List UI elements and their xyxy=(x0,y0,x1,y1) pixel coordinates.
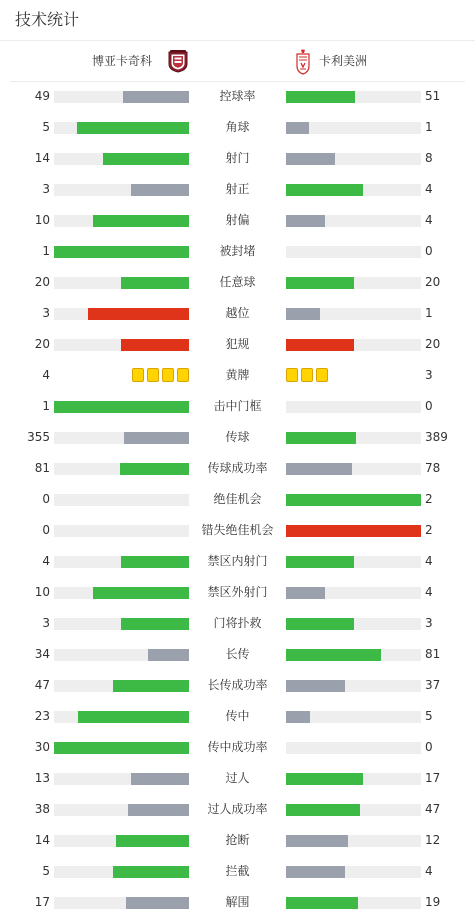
yellow-card-icon xyxy=(162,368,174,382)
home-bar-fill xyxy=(93,215,189,227)
away-value: 20 xyxy=(425,275,441,289)
stat-label: 角球 xyxy=(225,120,250,134)
away-bar-track xyxy=(286,649,421,661)
stat-label: 错失绝佳机会 xyxy=(201,523,274,537)
stat-row xyxy=(0,546,475,577)
home-bar-fill xyxy=(78,711,189,723)
home-bar-fill xyxy=(126,897,189,909)
away-value: 4 xyxy=(425,864,433,878)
stat-row xyxy=(0,639,475,670)
away-value: 17 xyxy=(425,771,441,785)
away-bar-track xyxy=(286,711,421,723)
away-bar-fill xyxy=(286,680,345,692)
home-bar-fill xyxy=(88,308,189,320)
home-bar-track xyxy=(54,432,189,444)
home-bar-track xyxy=(54,184,189,196)
away-bar-track xyxy=(286,339,421,351)
away-value: 4 xyxy=(425,585,433,599)
away-bar-track xyxy=(286,215,421,227)
stat-row xyxy=(0,267,475,298)
away-value: 4 xyxy=(425,213,433,227)
away-bar-fill xyxy=(286,494,421,506)
stat-row xyxy=(0,484,475,515)
away-bar-fill xyxy=(286,91,355,103)
home-bar-fill xyxy=(128,804,189,816)
away-value: 0 xyxy=(425,399,433,413)
away-value: 2 xyxy=(425,492,433,506)
home-value: 34 xyxy=(34,647,50,661)
away-bar-fill xyxy=(286,122,309,134)
home-bar-track xyxy=(54,556,189,568)
stat-row xyxy=(0,174,475,205)
stat-label: 长传 xyxy=(225,647,250,661)
home-bar-track xyxy=(54,773,189,785)
page-title: 技术统计 xyxy=(15,10,80,29)
stat-label: 抢断 xyxy=(225,833,250,847)
home-bar-track xyxy=(54,246,189,258)
away-value: 19 xyxy=(425,895,441,909)
away-bar-fill xyxy=(286,525,421,537)
home-bar-track xyxy=(54,742,189,754)
away-bar-track xyxy=(286,618,421,630)
away-value: 1 xyxy=(425,306,433,320)
away-bar-fill xyxy=(286,618,354,630)
stat-row xyxy=(0,794,475,825)
away-value: 8 xyxy=(425,151,433,165)
home-bar-track xyxy=(54,122,189,134)
home-bar-fill xyxy=(54,246,189,258)
away-value: 1 xyxy=(425,120,433,134)
yellow-card-icon xyxy=(147,368,159,382)
home-bar-track xyxy=(54,153,189,165)
home-value: 1 xyxy=(42,399,50,413)
stat-row xyxy=(0,143,475,174)
stat-row xyxy=(0,81,475,112)
home-bar-track xyxy=(54,525,189,537)
stat-row xyxy=(0,422,475,453)
home-bar-track xyxy=(54,866,189,878)
away-bar-fill xyxy=(286,153,335,165)
away-bar-track xyxy=(286,556,421,568)
home-bar-fill xyxy=(116,835,189,847)
away-bar-fill xyxy=(286,215,325,227)
away-bar-track xyxy=(286,773,421,785)
stat-label: 过人成功率 xyxy=(207,802,268,816)
home-bar-fill xyxy=(148,649,189,661)
away-bar-fill xyxy=(286,587,325,599)
home-bar-track xyxy=(54,494,189,506)
away-value: 0 xyxy=(425,740,433,754)
home-value: 3 xyxy=(42,616,50,630)
home-bar-track xyxy=(54,649,189,661)
away-bar-track xyxy=(286,432,421,444)
stat-row xyxy=(0,453,475,484)
home-value: 14 xyxy=(34,151,50,165)
home-value: 4 xyxy=(42,368,50,382)
home-team-name[interactable]: 博亚卡奇科 xyxy=(91,54,152,68)
away-bar-fill xyxy=(286,897,358,909)
home-bar-fill xyxy=(103,153,189,165)
stat-label: 传中 xyxy=(225,709,250,723)
away-yellow-cards xyxy=(286,368,328,382)
away-bar-track xyxy=(286,742,421,754)
stat-row xyxy=(0,670,475,701)
away-bar-fill xyxy=(286,277,354,289)
away-value: 3 xyxy=(425,616,433,630)
home-bar-fill xyxy=(77,122,189,134)
away-bar-track xyxy=(286,525,421,537)
stat-label: 长传成功率 xyxy=(207,678,268,692)
away-bar-track xyxy=(286,835,421,847)
home-yellow-cards xyxy=(132,368,189,382)
stat-label: 传中成功率 xyxy=(207,740,268,754)
home-value: 20 xyxy=(34,337,50,351)
stat-row xyxy=(0,856,475,887)
away-bar-track xyxy=(286,401,421,413)
stat-row xyxy=(0,763,475,794)
away-value: 4 xyxy=(425,554,433,568)
home-value: 20 xyxy=(34,275,50,289)
yellow-card-icon xyxy=(177,368,189,382)
home-bar-fill xyxy=(121,339,189,351)
stat-row xyxy=(0,732,475,763)
stat-label: 拦截 xyxy=(225,864,250,878)
home-bar-fill xyxy=(131,773,189,785)
home-value: 17 xyxy=(34,895,50,909)
home-bar-track xyxy=(54,897,189,909)
away-bar-track xyxy=(286,246,421,258)
away-value: 12 xyxy=(425,833,441,847)
home-value: 10 xyxy=(34,213,50,227)
home-bar-track xyxy=(54,401,189,413)
away-bar-fill xyxy=(286,463,352,475)
stat-label: 控球率 xyxy=(219,89,256,103)
away-value: 389 xyxy=(425,430,448,444)
home-value: 5 xyxy=(42,864,50,878)
away-value: 47 xyxy=(425,802,441,816)
home-value: 47 xyxy=(34,678,50,692)
yellow-card-icon xyxy=(301,368,313,382)
home-bar-fill xyxy=(124,432,189,444)
stat-label: 禁区外射门 xyxy=(207,585,268,599)
away-bar-track xyxy=(286,866,421,878)
away-value: 20 xyxy=(425,337,441,351)
home-value: 0 xyxy=(42,492,50,506)
away-value: 51 xyxy=(425,89,441,103)
stat-label: 击中门框 xyxy=(213,399,262,413)
away-value: 3 xyxy=(425,368,433,382)
away-bar-track xyxy=(286,184,421,196)
home-bar-track xyxy=(54,463,189,475)
stat-row xyxy=(0,887,475,918)
away-bar-fill xyxy=(286,649,381,661)
home-value: 5 xyxy=(42,120,50,134)
home-bar-fill xyxy=(113,680,189,692)
home-value: 4 xyxy=(42,554,50,568)
stat-row xyxy=(0,701,475,732)
stat-row xyxy=(0,205,475,236)
away-bar-fill xyxy=(286,866,345,878)
home-value: 0 xyxy=(42,523,50,537)
away-bar-track xyxy=(286,308,421,320)
stat-label: 犯规 xyxy=(225,337,250,351)
away-bar-track xyxy=(286,91,421,103)
home-bar-fill xyxy=(113,866,189,878)
home-bar-fill xyxy=(123,91,189,103)
home-value: 23 xyxy=(34,709,50,723)
home-bar-track xyxy=(54,215,189,227)
away-bar-track xyxy=(286,494,421,506)
away-bar-track xyxy=(286,804,421,816)
away-bar-fill xyxy=(286,308,320,320)
home-bar-fill xyxy=(121,556,189,568)
away-bar-track xyxy=(286,587,421,599)
boyaca-chico-crest-icon xyxy=(167,49,189,73)
yellow-card-icon xyxy=(132,368,144,382)
away-bar-fill xyxy=(286,804,360,816)
away-team-name[interactable]: 卡利美洲 xyxy=(319,54,368,68)
home-bar-fill xyxy=(121,618,189,630)
america-de-cali-crest-icon xyxy=(295,49,311,75)
stat-row xyxy=(0,298,475,329)
home-value: 3 xyxy=(42,182,50,196)
home-bar-track xyxy=(54,618,189,630)
away-bar-track xyxy=(286,463,421,475)
stat-label: 射门 xyxy=(225,151,250,165)
home-value: 10 xyxy=(34,585,50,599)
stat-label: 射正 xyxy=(225,182,250,196)
stat-row xyxy=(0,329,475,360)
stat-row xyxy=(0,577,475,608)
away-value: 4 xyxy=(425,182,433,196)
home-value: 3 xyxy=(42,306,50,320)
stat-label: 门将扑救 xyxy=(213,616,262,630)
stat-row xyxy=(0,391,475,422)
home-value: 13 xyxy=(34,771,50,785)
stat-label: 解围 xyxy=(225,895,250,909)
away-bar-fill xyxy=(286,556,354,568)
home-bar-track xyxy=(54,339,189,351)
away-value: 2 xyxy=(425,523,433,537)
stat-row xyxy=(0,360,475,391)
home-value: 1 xyxy=(42,244,50,258)
stat-label: 被封堵 xyxy=(219,244,256,258)
stat-label: 禁区内射门 xyxy=(207,554,268,568)
home-bar-fill xyxy=(121,277,189,289)
home-bar-fill xyxy=(54,401,189,413)
home-value: 49 xyxy=(34,89,50,103)
home-value: 14 xyxy=(34,833,50,847)
away-bar-track xyxy=(286,277,421,289)
away-bar-fill xyxy=(286,184,363,196)
away-value: 37 xyxy=(425,678,441,692)
stat-label: 射偏 xyxy=(225,213,250,227)
home-bar-track xyxy=(54,308,189,320)
home-bar-fill xyxy=(93,587,189,599)
stat-label: 绝佳机会 xyxy=(213,492,262,506)
home-bar-track xyxy=(54,91,189,103)
stat-label: 任意球 xyxy=(219,275,256,289)
home-value: 38 xyxy=(34,802,50,816)
away-bar-fill xyxy=(286,339,354,351)
stat-row xyxy=(0,112,475,143)
home-bar-fill xyxy=(54,742,189,754)
stat-row xyxy=(0,825,475,856)
home-bar-track xyxy=(54,587,189,599)
home-bar-track xyxy=(54,804,189,816)
home-bar-track xyxy=(54,835,189,847)
away-bar-track xyxy=(286,897,421,909)
away-bar-fill xyxy=(286,432,356,444)
stat-label: 传球 xyxy=(225,430,250,444)
home-bar-fill xyxy=(120,463,189,475)
stat-row xyxy=(0,608,475,639)
away-value: 81 xyxy=(425,647,441,661)
yellow-card-icon xyxy=(286,368,298,382)
away-bar-fill xyxy=(286,773,363,785)
away-value: 78 xyxy=(425,461,441,475)
stat-label: 过人 xyxy=(225,771,250,785)
away-bar-track xyxy=(286,680,421,692)
stat-label: 越位 xyxy=(225,306,250,320)
home-bar-fill xyxy=(131,184,189,196)
stat-row xyxy=(0,515,475,546)
yellow-card-icon xyxy=(316,368,328,382)
away-bar-track xyxy=(286,122,421,134)
away-bar-fill xyxy=(286,711,310,723)
home-value: 355 xyxy=(27,430,50,444)
stat-label: 黄牌 xyxy=(225,368,250,382)
stat-label: 传球成功率 xyxy=(207,461,268,475)
stat-row xyxy=(0,236,475,267)
home-value: 81 xyxy=(34,461,50,475)
teams-header xyxy=(10,41,465,81)
stats-list xyxy=(0,81,475,918)
home-bar-track xyxy=(54,711,189,723)
home-value: 30 xyxy=(34,740,50,754)
home-bar-track xyxy=(54,680,189,692)
away-bar-fill xyxy=(286,835,348,847)
home-bar-track xyxy=(54,277,189,289)
away-bar-track xyxy=(286,153,421,165)
away-value: 0 xyxy=(425,244,433,258)
away-value: 5 xyxy=(425,709,433,723)
